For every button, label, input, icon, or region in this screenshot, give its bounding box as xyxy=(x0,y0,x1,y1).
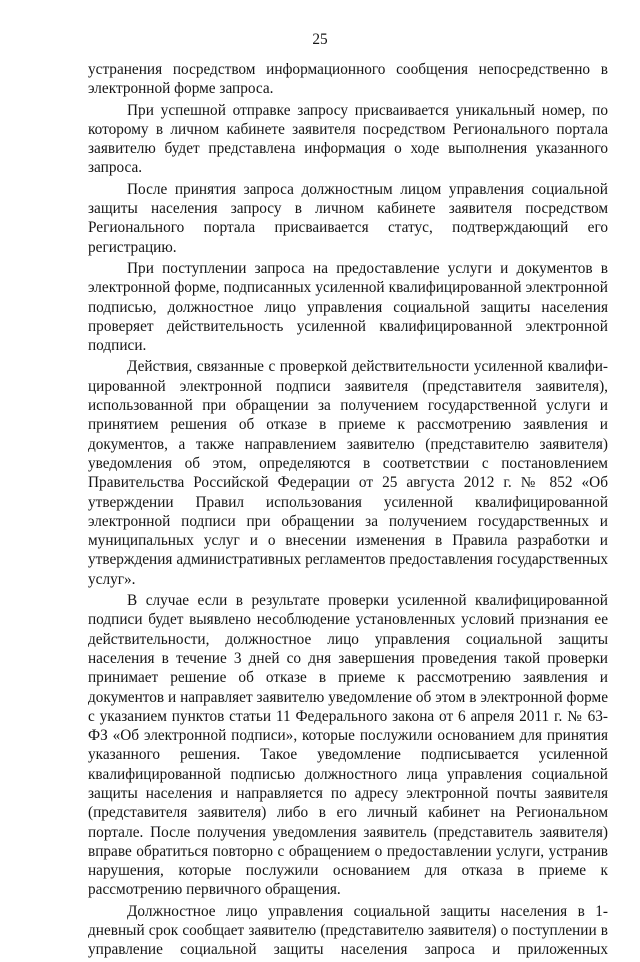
paragraph-unique-number: При успешной отправке запросу присваивается уникальный номер, по которому в личном кабинете заявителя посредством Регионального портала заявителю будет представлена информация о ходе выполнения указанного запроса. xyxy=(88,101,608,177)
paragraph-government-decree: Действия, связанные с проверкой действительности усиленной квалифицированной электронной подписи заявителя (представителя заявителя), использованной при обращении за получением государственной услуги и принятием решения об отказе в приеме к рассмотрению заявления и документов, а также направлением заявителю (представителю заявителя) уведомления об этом, определяются в соответствии с постановлением Правительства Российской Федерации от 25 августа 2012 г. № 852 «Об утверждении Правил использования усиленной квалифицированной электронной подписи при обращении за получением государственных и муниципальных услуг и о внесении изменения в Правила разработки и утверждения административных регламентов предоставления государственных услуг». xyxy=(88,358,608,588)
paragraph-refusal-notice: В случае если в результате проверки усиленной квалифицированной подписи будет выявлено несоблюдение установленных условий признания ее действительности, должностное лицо управления социальной защиты населения в течение 3 дней со дня завершения проведения такой проверки принимает решение об отказе в приеме к рассмотрению заявления и документов и направляет заявителю уведомление об этом в электронной форме с указанием пунктов статьи 11 Федерального закона от 6 апреля 2011 г. № 63-ФЗ «Об электронной подписи», которые послужили основанием для принятия указанного решения. Такое уведомление подписывается усиленной квалифицированной подписью должностного лица управления социальной защиты населения и направляется по адресу электронной почты заявителя (представителя заявителя) либо в его личный кабинет на Региональном портале. После получения уведомления заявитель (представитель заявителя) вправе обратиться повторно с обращением о предоставлении услуги, устранив нарушения, которые послужили основанием для отказа в приеме к рассмотрению первичного обращения. xyxy=(88,592,608,899)
paragraph-one-day-notice: Должностное лицо управления социальной защиты населения в 1-дневный срок сообщает заявителю (представителю заявителя) о поступлении в управление социальной защиты населения запроса и приложенных xyxy=(88,902,608,959)
paragraph-continuation: устранения посредством информационного сообщения непосредственно в электронной форме запроса. xyxy=(88,61,608,98)
paragraph-signature-check: При поступлении запроса на предоставление услуги и документов в электронной форме, подписанных усиленной квалифицированной электронной подписью, должностное лицо управления социальной защиты населения проверяет действительность усиленной квалифицированной электронной подписи. xyxy=(88,259,608,355)
page-number: 25 xyxy=(312,31,328,48)
document-body xyxy=(88,60,608,962)
paragraph-registration-status: После принятия запроса должностным лицом управления социальной защиты населения запросу в личном кабинете заявителя посредством Регионального портала присваивается статус, подтверждающий его регистрацию. xyxy=(88,180,608,256)
